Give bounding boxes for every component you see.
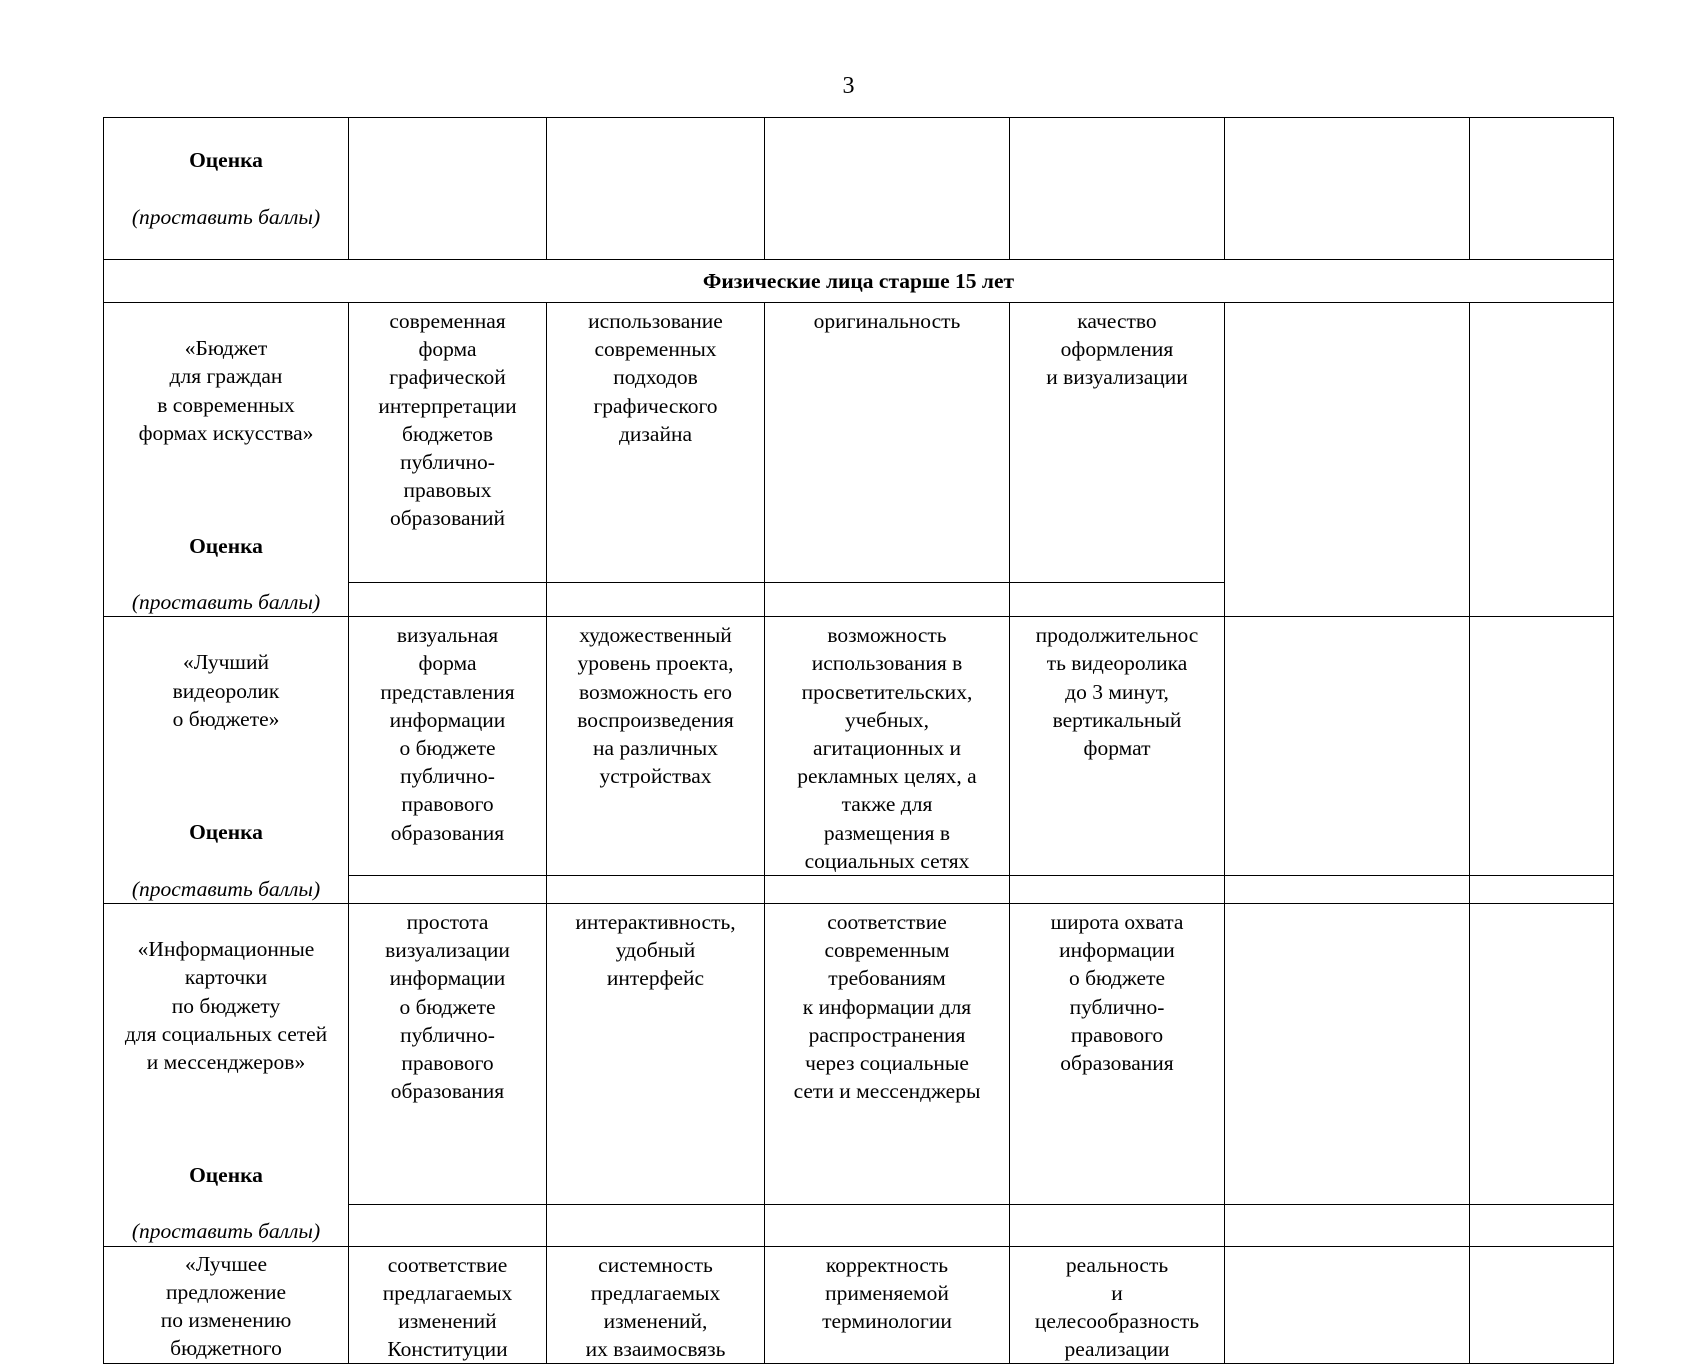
score-row-top xyxy=(104,118,1614,260)
criterion-cell: продолжительнос ть видеоролика до 3 минут, вертикальный формат xyxy=(1010,617,1225,876)
criterion-cell: возможность использования в просветительских, учебных, агитационных и рекламных целях, а также для размещения в социальных сетях xyxy=(765,617,1010,876)
criterion-cell: оригинальность xyxy=(765,303,1010,583)
section-title: Физические лица старше 15 лет xyxy=(104,260,1614,303)
criterion-cell: корректность применяемой терминологии xyxy=(765,1246,1010,1364)
empty-cell xyxy=(1470,1204,1614,1246)
score-input-cell[interactable] xyxy=(547,118,765,260)
section-header-row xyxy=(104,260,1614,303)
score-label: Оценка xyxy=(189,1162,263,1187)
score-input-cell[interactable] xyxy=(1010,118,1225,260)
criterion-cell: использование современных подходов графического дизайна xyxy=(547,303,765,583)
empty-cell xyxy=(1470,904,1614,1205)
score-input-cell[interactable] xyxy=(349,583,547,617)
empty-cell xyxy=(1225,303,1470,617)
score-hint: (проставить баллы) xyxy=(131,1219,321,1244)
criteria-table xyxy=(103,117,1614,1364)
nomination-title: «Лучшее предложение по изменению бюджетного xyxy=(104,1246,349,1364)
nomination-row xyxy=(104,1246,1614,1364)
empty-cell xyxy=(1470,1246,1614,1364)
empty-cell xyxy=(1225,617,1470,876)
score-input-cell[interactable] xyxy=(349,876,547,904)
empty-cell xyxy=(1470,303,1614,617)
criteria-table-wrap xyxy=(103,117,1614,1364)
score-input-cell[interactable] xyxy=(765,118,1010,260)
nomination-title: «Информационные карточки по бюджету для социальных сетей и мессенджеров» xyxy=(124,937,328,1075)
nomination-title-cell xyxy=(104,303,349,617)
nomination-row xyxy=(104,617,1614,876)
score-input-cell[interactable] xyxy=(1010,583,1225,617)
empty-cell xyxy=(1225,1204,1470,1246)
score-input-cell[interactable] xyxy=(1010,876,1225,904)
score-input-cell[interactable] xyxy=(349,1204,547,1246)
nomination-title: «Бюджет для граждан в современных формах искусства» xyxy=(138,336,314,445)
nomination-row xyxy=(104,303,1614,583)
empty-cell xyxy=(1225,876,1470,904)
score-label: Оценка xyxy=(189,148,263,173)
criterion-cell: системность предлагаемых изменений, их взаимосвязь xyxy=(547,1246,765,1364)
empty-cell xyxy=(1225,118,1470,260)
score-input-cell[interactable] xyxy=(765,876,1010,904)
nomination-title-cell xyxy=(104,617,349,904)
page-number: 3 xyxy=(842,73,855,99)
criterion-cell: реальность и целесообразность реализации xyxy=(1010,1246,1225,1364)
nomination-row xyxy=(104,904,1614,1205)
criterion-cell: простота визуализации информации о бюджете публично- правового образования xyxy=(349,904,547,1205)
score-input-cell[interactable] xyxy=(547,876,765,904)
score-label: Оценка xyxy=(189,820,263,845)
empty-cell xyxy=(1225,904,1470,1205)
score-input-cell[interactable] xyxy=(765,583,1010,617)
score-label-cell xyxy=(104,118,349,260)
criterion-cell: интерактивность, удобный интерфейс xyxy=(547,904,765,1205)
empty-cell xyxy=(1470,118,1614,260)
criterion-cell: визуальная форма представления информации о бюджете публично- правового образования xyxy=(349,617,547,876)
score-label: Оценка xyxy=(189,533,263,558)
criterion-cell: широта охвата информации о бюджете публично- правового образования xyxy=(1010,904,1225,1205)
criterion-cell: соответствие предлагаемых изменений Конституции xyxy=(349,1246,547,1364)
score-hint: (проставить баллы) xyxy=(131,204,321,229)
nomination-title-cell xyxy=(104,904,349,1246)
score-hint: (проставить баллы) xyxy=(131,590,321,615)
score-hint: (проставить баллы) xyxy=(131,876,321,901)
criterion-cell: соответствие современным требованиям к информации для распространения через социальные сети и мессенджеры xyxy=(765,904,1010,1205)
empty-cell xyxy=(1225,1246,1470,1364)
score-input-cell[interactable] xyxy=(547,1204,765,1246)
score-input-cell[interactable] xyxy=(765,1204,1010,1246)
nomination-title: «Лучший видеоролик о бюджете» xyxy=(172,650,280,731)
score-input-cell[interactable] xyxy=(1010,1204,1225,1246)
score-input-cell[interactable] xyxy=(547,583,765,617)
criterion-cell: качество оформления и визуализации xyxy=(1010,303,1225,583)
criterion-cell: художественный уровень проекта, возможность его воспроизведения на различных устройствах xyxy=(547,617,765,876)
empty-cell xyxy=(1470,876,1614,904)
score-input-cell[interactable] xyxy=(349,118,547,260)
empty-cell xyxy=(1470,617,1614,876)
criterion-cell: современная форма графической интерпретации бюджетов публично- правовых образований xyxy=(349,303,547,583)
